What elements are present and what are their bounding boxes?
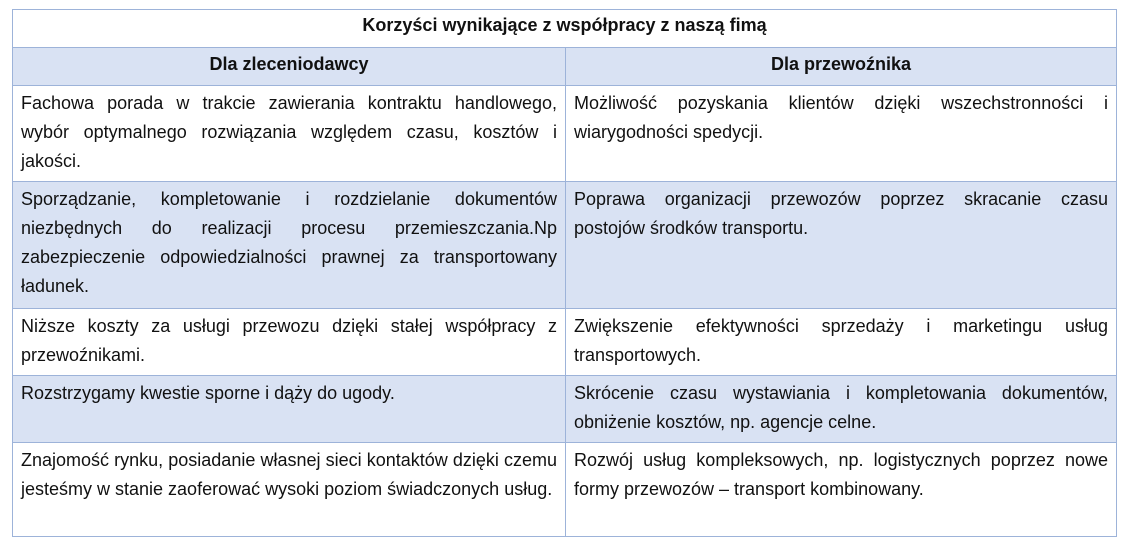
table-row bbox=[13, 309, 1117, 376]
cell-client: Sporządzanie, kompletowanie i rozdzielanie dokumentów niezbędnych do realizacji procesu przemieszczania.Np zabezpieczenie odpowiedzialności prawnej za transportowany ładunek. bbox=[13, 182, 566, 309]
table-title: Korzyści wynikające z współpracy z naszą fimą bbox=[13, 10, 1117, 48]
cell-carrier: Zwiększenie efektywności sprzedaży i marketingu usług transportowych. bbox=[566, 309, 1117, 376]
column-header-carrier: Dla przewoźnika bbox=[566, 48, 1117, 86]
table-row bbox=[13, 376, 1117, 443]
cell-client: Fachowa porada w trakcie zawierania kontraktu handlowego, wybór optymalnego rozwiązania względem czasu, kosztów i jakości. bbox=[13, 86, 566, 182]
cell-carrier: Możliwość pozyskania klientów dzięki wszechstronności i wiarygodności spedycji. bbox=[566, 86, 1117, 182]
benefits-table bbox=[12, 9, 1117, 537]
cell-carrier: Rozwój usług kompleksowych, np. logistycznych poprzez nowe formy przewozów – transport kombinowany. bbox=[566, 443, 1117, 537]
table-row bbox=[13, 86, 1117, 182]
cell-carrier: Poprawa organizacji przewozów poprzez skracanie czasu postojów środków transportu. bbox=[566, 182, 1117, 309]
table-row bbox=[13, 443, 1117, 537]
table-row bbox=[13, 182, 1117, 309]
cell-client: Niższe koszty za usługi przewozu dzięki stałej współpracy z przewoźnikami. bbox=[13, 309, 566, 376]
cell-carrier: Skrócenie czasu wystawiania i kompletowania dokumentów, obniżenie kosztów, np. agencje celne. bbox=[566, 376, 1117, 443]
table-header-row bbox=[13, 48, 1117, 86]
cell-client: Rozstrzygamy kwestie sporne i dąży do ugody. bbox=[13, 376, 566, 443]
column-header-client: Dla zleceniodawcy bbox=[13, 48, 566, 86]
table-title-row bbox=[13, 10, 1117, 48]
benefits-table-container bbox=[12, 9, 1116, 537]
cell-client: Znajomość rynku, posiadanie własnej sieci kontaktów dzięki czemu jesteśmy w stanie zaoferować wysoki poziom świadczonych usług. bbox=[13, 443, 566, 537]
